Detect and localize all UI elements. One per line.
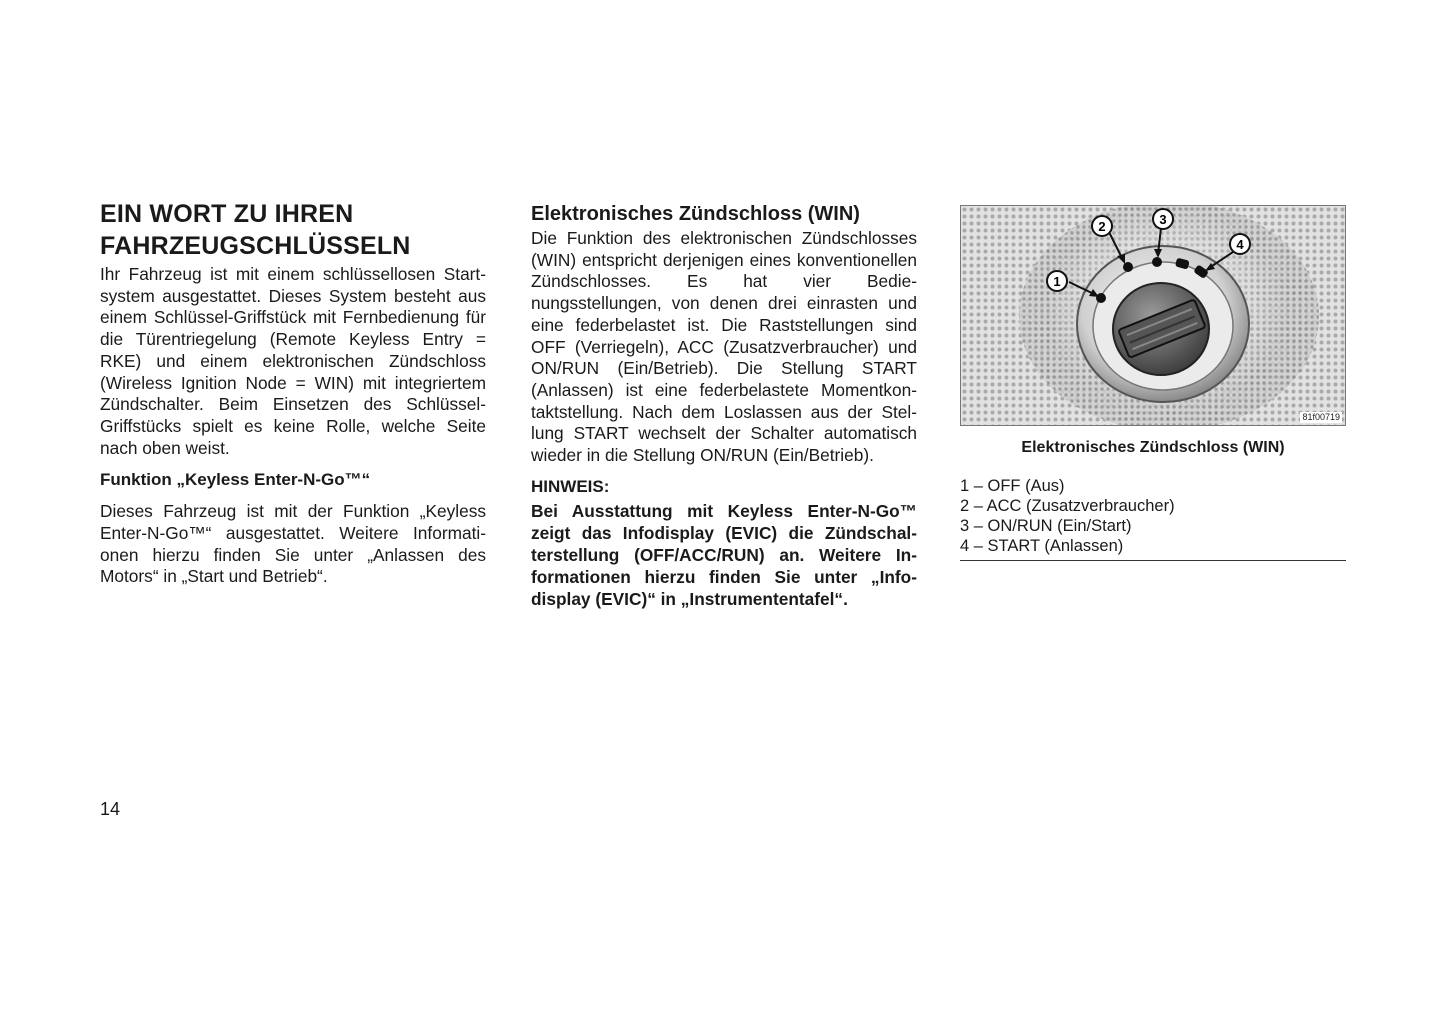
legend-item: 3 – ON/RUN (Ein/Start) xyxy=(960,517,1132,535)
ignition-figure xyxy=(960,205,1346,426)
svg-text:3: 3 xyxy=(1159,212,1167,227)
keyless-paragraph: Dieses Fahrzeug ist mit der Funktion „Keyless Enter-N-Go™“ ausgestattet. Weitere Informationen hierzu finden Sie unter „Anlassen des Motors“ in „Start und Betrieb“. xyxy=(100,501,486,587)
keyless-subheading: Funktion „Keyless Enter-N-Go™“ xyxy=(100,470,371,490)
section-title-line2: FAHRZEUGSCHLÜSSELN xyxy=(100,232,411,260)
win-paragraph: Die Funktion des elektronischen Zündschlosses (WIN) entspricht derjenigen eines konventionellen Zündschlosses. Es hat vier Bedienungsstellungen, von denen drei einrasten und eine federbelastet ist. Die Raststellungen sind OFF (Verriegeln), ACC (Zusatzverbraucher) und ON/RUN (Ein/Betrieb). Die Stellung START (Anlassen) ist eine federbelastete Momentkontaktstellung. Nach dem Loslassen aus der Stellung START wechselt der Schalter automatisch wieder in die Stellung ON/RUN (Ein/Betrieb). xyxy=(531,228,917,466)
legend-item: 1 – OFF (Aus) xyxy=(960,477,1065,495)
figure-code: 81f00719 xyxy=(1302,412,1340,422)
svg-text:4: 4 xyxy=(1236,237,1244,252)
page-number: 14 xyxy=(100,799,121,819)
figure-legend xyxy=(960,476,1346,561)
middle-column xyxy=(531,200,917,610)
figure-caption: Elektronisches Zündschloss (WIN) xyxy=(1021,439,1285,456)
ignition-illustration xyxy=(961,206,1345,425)
note-heading: HINWEIS: xyxy=(531,476,610,496)
callout-2 xyxy=(1092,216,1112,236)
win-title: Elektronisches Zündschloss (WIN) xyxy=(531,203,860,225)
intro-paragraph: Ihr Fahrzeug ist mit einem schlüssellosen Startsystem ausgestattet. Dieses System besteht aus einem Schlüssel-Griffstück mit Fernbedienung für die Türentriegelung (Remote Keyless Entry = RKE) und einem elektronischen Zündschloss (Wireless Ignition Node = WIN) mit integriertem Zündschalter. Beim Einsetzen des Schlüssel-Griffstücks spielt es keine Rolle, welche Seite nach oben weist. xyxy=(100,264,486,458)
callout-1 xyxy=(1047,271,1067,291)
note-body: Bei Ausstattung mit Keyless Enter-N-Go™ zeigt das Infodisplay (EVIC) die Zündschalterstellung (OFF/ACC/RUN) an. Weitere Informationen hierzu finden Sie unter „Infodisplay (EVIC)“ in „Instrumententafel“. xyxy=(531,500,917,609)
section-title-line1: EIN WORT ZU IHREN xyxy=(100,200,354,228)
svg-text:2: 2 xyxy=(1098,219,1106,234)
svg-text:1: 1 xyxy=(1053,274,1061,289)
callout-3 xyxy=(1153,209,1173,229)
right-column xyxy=(960,205,1346,561)
legend-item: 2 – ACC (Zusatzverbraucher) xyxy=(960,497,1175,515)
left-column xyxy=(100,200,486,588)
legend-item: 4 – START (Anlassen) xyxy=(960,537,1124,555)
callout-4 xyxy=(1230,234,1250,254)
